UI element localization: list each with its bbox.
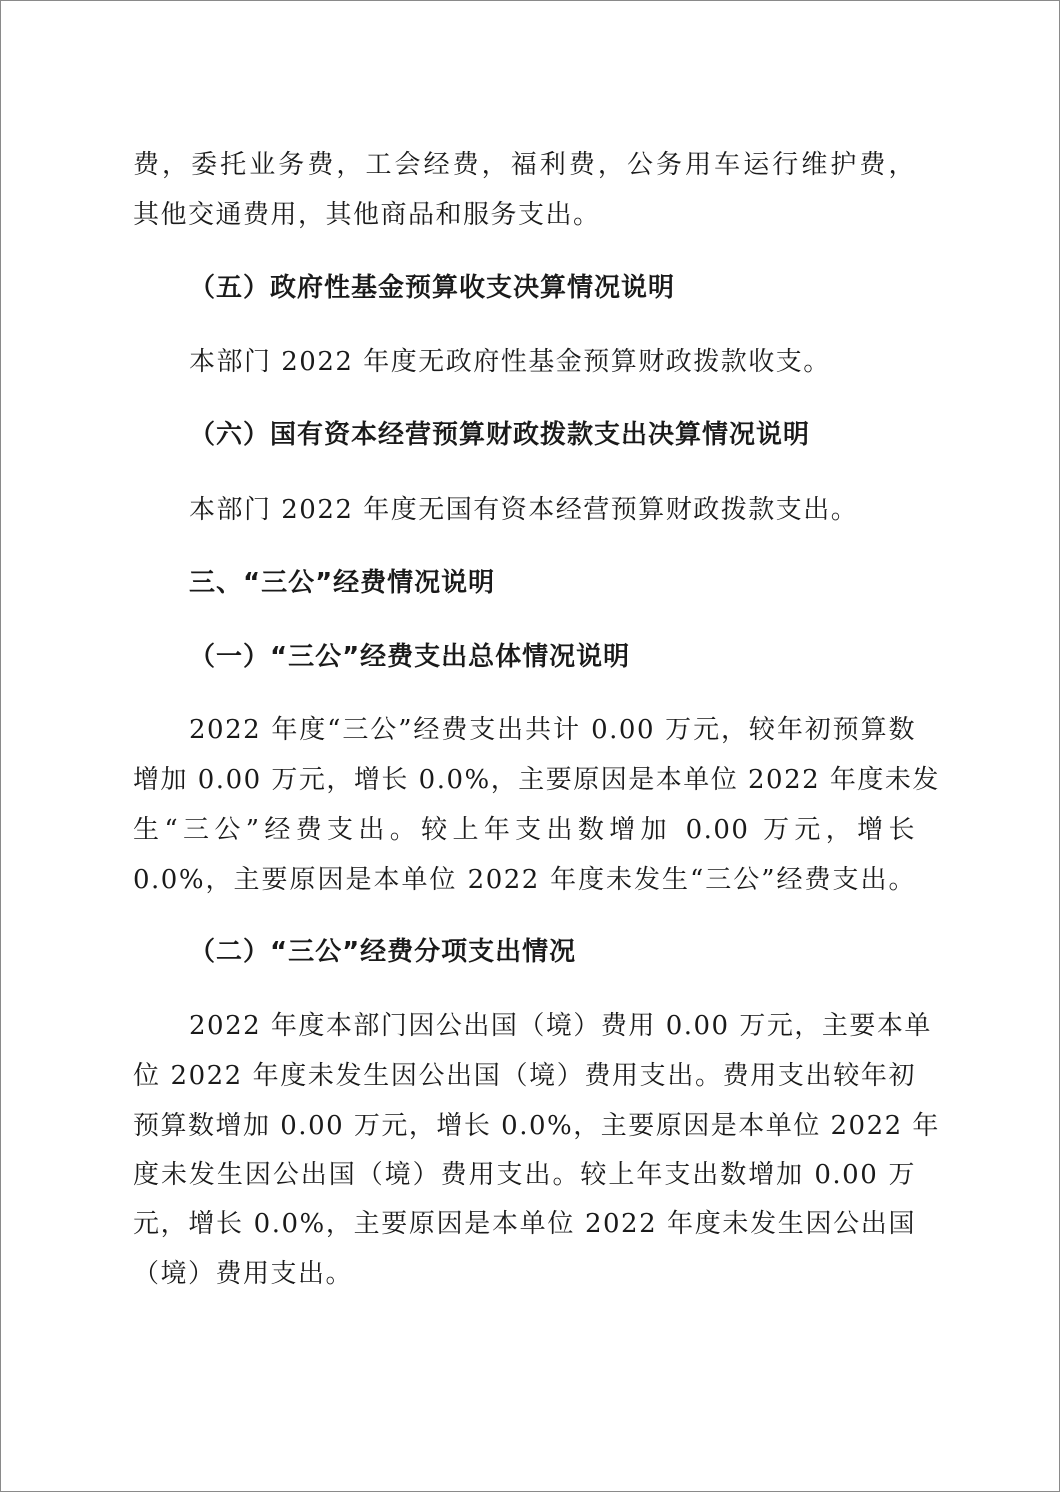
section-heading: （二）“三公”经费分项支出情况 <box>189 937 577 967</box>
paragraph-line: 其他交通费用，其他商品和服务支出。 <box>133 200 601 230</box>
section-heading: （五）政府性基金预算收支决算情况说明 <box>189 273 676 303</box>
paragraph-line: 2022 年度本部门因公出国（境）费用 0.00 万元，主要本单 <box>189 1011 932 1041</box>
paragraph-line: 生“三公”经费支出。较上年支出数增加 0.00 万元，增长 <box>133 815 916 845</box>
paragraph-line: （境）费用支出。 <box>133 1259 354 1289</box>
chapter-heading: 三、“三公”经费情况说明 <box>189 568 496 598</box>
paragraph-line: 位 2022 年度未发生因公出国（境）费用支出。费用支出较年初 <box>133 1061 916 1091</box>
paragraph-line: 预算数增加 0.00 万元，增长 0.0%，主要原因是本单位 2022 年 <box>133 1111 940 1141</box>
paragraph-line: 度未发生因公出国（境）费用支出。较上年支出数增加 0.00 万 <box>133 1160 916 1190</box>
paragraph-line: 增加 0.00 万元，增长 0.0%，主要原因是本单位 2022 年度未发 <box>133 765 940 795</box>
paragraph-line: 费，委托业务费，工会经费，福利费，公务用车运行维护费， <box>133 150 916 180</box>
section-heading: （一）“三公”经费支出总体情况说明 <box>189 642 631 672</box>
paragraph-line: 本部门 2022 年度无国有资本经营预算财政拨款支出。 <box>189 495 859 525</box>
paragraph-line: 2022 年度“三公”经费支出共计 0.00 万元，较年初预算数 <box>189 715 916 745</box>
paragraph-line: 0.0%，主要原因是本单位 2022 年度未发生“三公”经费支出。 <box>133 865 916 895</box>
section-heading: （六）国有资本经营预算财政拨款支出决算情况说明 <box>189 420 811 450</box>
paragraph-line: 本部门 2022 年度无政府性基金预算财政拨款收支。 <box>189 347 831 377</box>
paragraph-line: 元，增长 0.0%，主要原因是本单位 2022 年度未发生因公出国 <box>133 1209 916 1239</box>
